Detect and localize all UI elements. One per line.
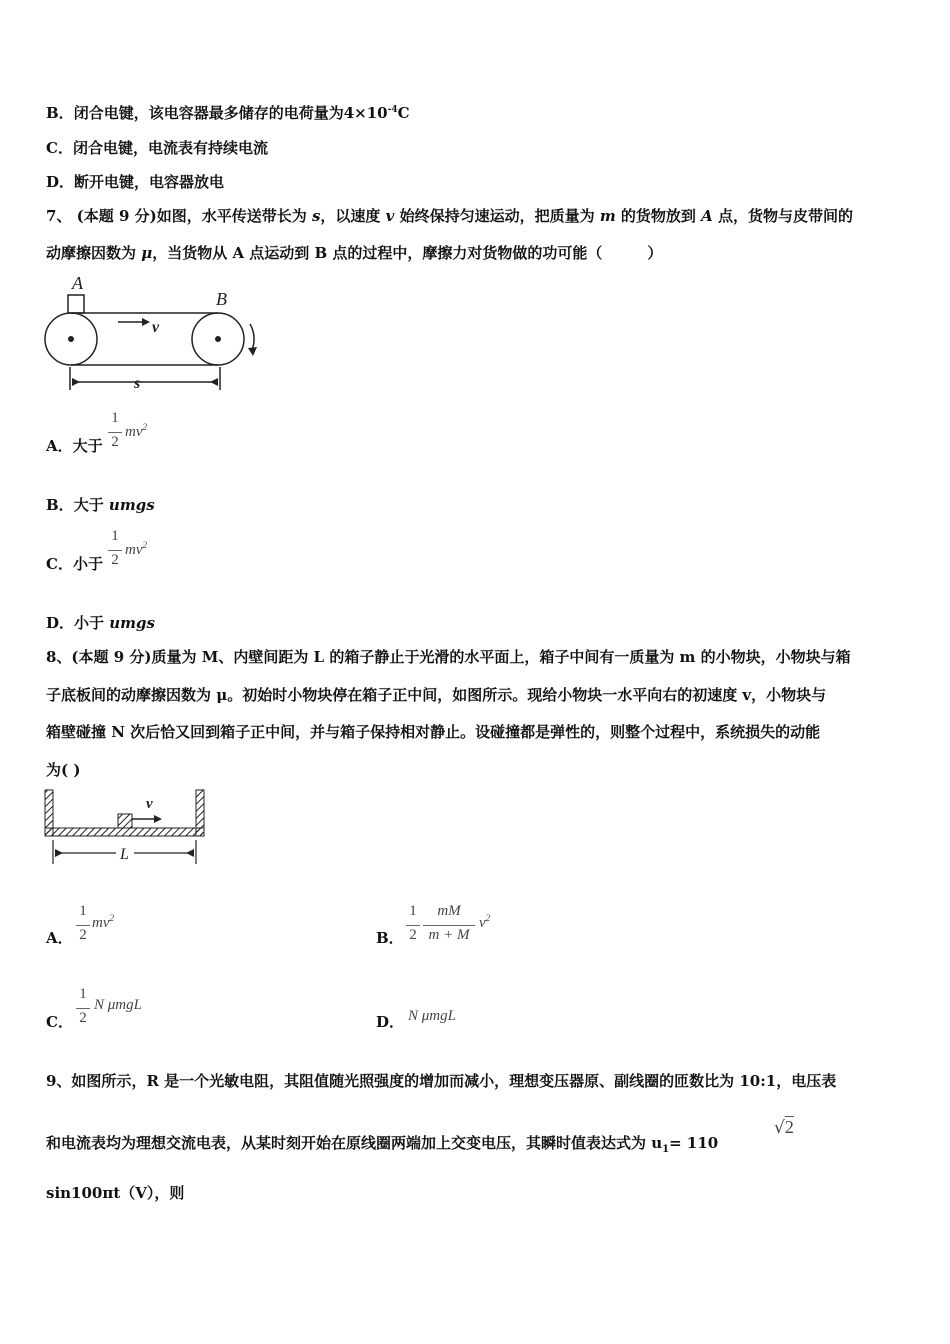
text: ，以速度 <box>320 207 386 225</box>
text: 和电流表均为理想交流电表，从某时刻开始在原线圈两端加上交变电压，其瞬时值表达式为 u <box>46 1134 663 1152</box>
label-a: A <box>72 273 83 293</box>
square: 2 <box>485 913 491 923</box>
label-v: v <box>146 796 153 812</box>
option-text: 大于 <box>73 496 109 514</box>
label-l: L <box>120 846 129 863</box>
denominator: 2 <box>111 552 119 568</box>
square: 2 <box>142 540 147 550</box>
mv-text: mv <box>92 915 110 931</box>
fraction-bar <box>76 925 90 926</box>
sqrt-2 <box>774 1117 794 1138</box>
q8b-fraction-half <box>406 903 420 949</box>
fraction-bar <box>108 550 122 551</box>
option-label: B． <box>46 104 74 122</box>
option-label: B． <box>46 496 74 514</box>
option-label: A． <box>46 437 73 455</box>
fraction-bar <box>406 925 420 926</box>
l-arrow-right <box>186 849 194 857</box>
option-text: 断开电键，电容器放电 <box>74 173 225 191</box>
expr-umgs: umgs <box>108 496 155 514</box>
option-label: C． <box>46 1013 73 1031</box>
small-block <box>118 814 132 828</box>
velocity-arrowhead <box>154 815 162 823</box>
q8-stem-line2: 子底板间的动摩擦因数为 μ。初始时小物块停在箱子正中间，如图所示。现给小物块一水平向右的初速度 v，小物块与 <box>46 686 827 704</box>
denominator: 2 <box>79 1010 87 1026</box>
q8b-fraction-mass <box>423 903 475 949</box>
q8b-v2 <box>479 913 490 932</box>
var-m: m <box>599 207 616 225</box>
cargo-box <box>68 295 84 313</box>
mv-text: mv <box>125 424 143 440</box>
denominator: 2 <box>79 927 87 943</box>
mv-text: mv <box>125 542 143 558</box>
s-arrow-right <box>210 378 218 386</box>
var-s: s <box>311 207 321 225</box>
subscript: 1 <box>662 1144 670 1155</box>
option-label: A． <box>46 929 73 947</box>
text: 7、 (本题 9 分)如图，水平传送带长为 <box>46 207 312 225</box>
option-text: 大于 <box>72 437 103 455</box>
velocity-arrowhead <box>142 318 150 326</box>
q7-stem-line1 <box>46 205 853 226</box>
var-a: A <box>701 207 713 225</box>
q8-option-a <box>46 927 73 948</box>
box-floor <box>45 828 204 836</box>
label-s: s <box>134 375 141 392</box>
q7-option-a <box>46 435 103 456</box>
option-label: D． <box>46 614 75 632</box>
q9-stem-line3: sin100πt（V），则 <box>46 1184 185 1202</box>
q7-option-d <box>46 612 155 633</box>
var-v: v <box>385 207 395 225</box>
q7a-fraction <box>108 410 122 456</box>
square: 2 <box>142 422 147 432</box>
right-axle <box>215 336 221 342</box>
q7-stem-line2 <box>46 242 662 263</box>
label-v: v <box>152 319 160 336</box>
q8a-fraction <box>76 903 90 949</box>
rotation-arrow <box>250 324 254 350</box>
q8-stem-line1: 8、(本题 9 分)质量为 M、内壁间距为 L 的箱子静止于光滑的水平面上，箱子中间有一质量为 m 的小物块，小物块与箱 <box>46 648 851 666</box>
numerator: 1 <box>79 903 87 919</box>
q9-stem-line1: 9、如图所示，R 是一个光敏电阻，其阻值随光照强度的增加而减小，理想变压器原、副线圈的匝数比为 10:1，电压表 <box>46 1072 837 1090</box>
rotation-arrowhead <box>248 347 257 356</box>
text: 始终保持匀速运动，把质量为 <box>394 207 600 225</box>
q8-stem-line3: 箱壁碰撞 N 次后恰又回到箱子正中间，并与箱子保持相对静止。设碰撞都是弹性的，则整个过程中，系统损失的动能 <box>46 723 821 741</box>
fraction-bar <box>423 925 475 926</box>
var-mu: μ <box>141 244 153 262</box>
square: 2 <box>109 913 114 923</box>
numerator: 1 <box>111 528 119 544</box>
q6-option-c <box>46 137 268 158</box>
numerator: 1 <box>111 410 119 426</box>
label-b: B <box>216 289 227 309</box>
denominator: 2 <box>409 927 417 943</box>
fraction-bar <box>108 432 122 433</box>
q8-option-b <box>376 927 404 948</box>
text: 的货物放到 <box>615 207 702 225</box>
q7-option-b <box>46 494 155 515</box>
q7c-fraction <box>108 528 122 574</box>
s-arrow-left <box>72 378 80 386</box>
option-label: B． <box>376 929 404 947</box>
text: 点，货物与皮带间的 <box>712 207 854 225</box>
q8c-expr: N μmgL <box>94 997 142 1013</box>
sqrt-sign: √ <box>774 1118 785 1138</box>
option-label: D． <box>376 1013 405 1031</box>
fraction-bar <box>76 1008 90 1009</box>
q7a-mv2 <box>125 422 147 441</box>
exponent: -4 <box>387 105 398 115</box>
q8c-fraction <box>76 986 90 1032</box>
numerator: 1 <box>79 986 87 1002</box>
q6-option-d <box>46 171 224 192</box>
l-arrow-left <box>55 849 63 857</box>
option-label: C． <box>46 139 73 157</box>
q8a-mv2 <box>92 913 114 932</box>
option-label: C． <box>46 555 73 573</box>
option-label: D． <box>46 173 75 191</box>
conveyor-belt-diagram <box>40 272 265 397</box>
text: ，当货物从 A 点运动到 B 点的过程中，摩擦力对货物做的功可能（ ） <box>152 244 663 262</box>
q8d-expr: N μmgL <box>408 1008 456 1024</box>
q9-stem-line2 <box>46 1132 718 1155</box>
denominator: m + M <box>428 927 470 943</box>
option-text: 闭合电键，电流表有持续电流 <box>72 139 268 157</box>
numerator: mM <box>437 903 461 919</box>
expr-umgs: umgs <box>109 614 155 632</box>
v-text: v <box>479 915 486 931</box>
q7c-mv2 <box>125 540 147 559</box>
denominator: 2 <box>111 434 119 450</box>
text: 动摩擦因数为 <box>46 244 142 262</box>
q8-option-c <box>46 1011 73 1032</box>
q8-stem-line4: 为( ) <box>46 761 81 779</box>
box-block-diagram <box>42 788 212 868</box>
option-text: 小于 <box>74 614 110 632</box>
option-text: 闭合电键，该电容器最多储存的电荷量为4×10 <box>73 104 388 122</box>
q6-option-b <box>46 102 410 123</box>
q7-option-c <box>46 553 103 574</box>
numerator: 1 <box>409 903 417 919</box>
left-axle <box>68 336 74 342</box>
option-text: 小于 <box>72 555 103 573</box>
sqrt-argument: 2 <box>784 1117 794 1137</box>
unit: C <box>397 104 410 122</box>
q8-option-d <box>376 1011 404 1032</box>
text: = 110 <box>669 1134 719 1152</box>
